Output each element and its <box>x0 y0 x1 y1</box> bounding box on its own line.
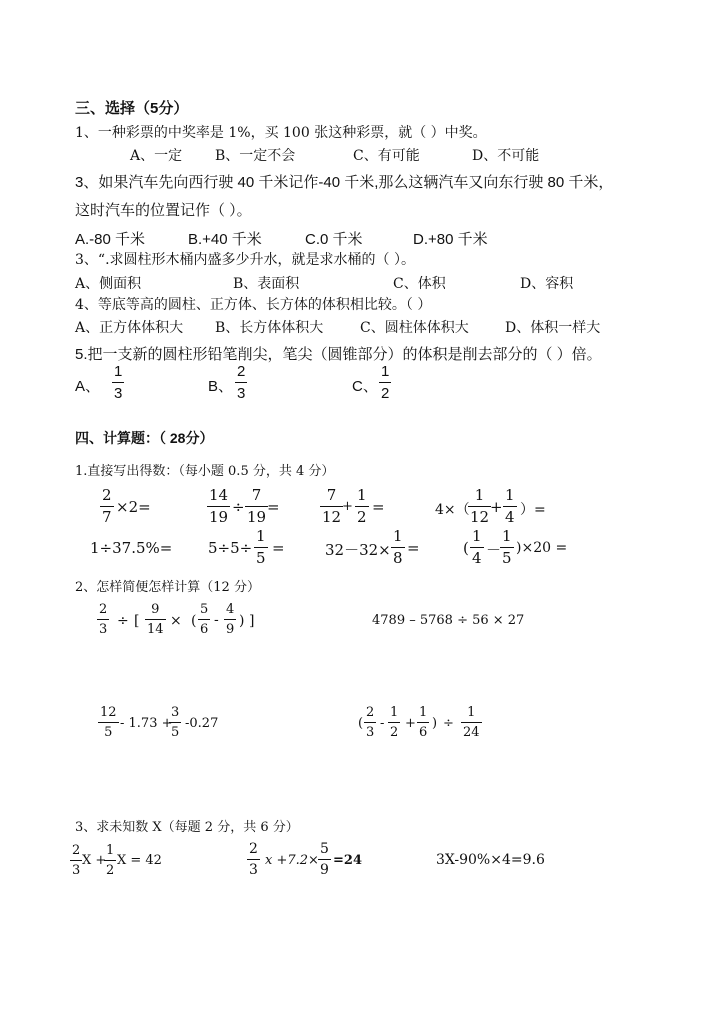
p2e4-op2: + <box>405 716 416 731</box>
calc-part1-heading: 1.直接写出得数：（每小题 0.5 分，共 4 分） <box>75 464 335 479</box>
p2e1-fraction-2: 9 14 <box>147 602 164 637</box>
r2e2-eq: = <box>272 539 285 557</box>
section-title-choice: 三、选择（5分） <box>75 100 189 117</box>
p2e4-op3: ÷ <box>443 716 454 731</box>
r2e3-fraction: 1 8 <box>393 527 403 567</box>
p2e3-tail: -0.27 <box>185 716 219 731</box>
p2e4-op1: - <box>380 716 385 731</box>
p2e1-fraction-4: 4 9 <box>226 602 235 637</box>
r1e4-pre: 4×（ <box>435 502 470 518</box>
p2e4-fraction-2: 1 2 <box>390 705 399 740</box>
p3e2-mid: x +7.2× <box>265 853 319 868</box>
r1e3-fraction-2: 1 2 <box>357 486 367 526</box>
p3e3: 3X-90%×4=9.6 <box>436 852 545 868</box>
r1e3-eq: = <box>372 498 385 516</box>
q3-option-a: A、侧面积 <box>75 276 142 292</box>
q2-option-d: D.+80 千米 <box>413 231 488 248</box>
calc-part2-heading: 2、怎样简便怎样计算（12 分） <box>75 580 260 595</box>
r2e4-fraction-2: 1 5 <box>502 527 512 567</box>
p3e1-fraction-2: 1 2 <box>106 843 115 878</box>
q1-option-c: C、有可能 <box>353 148 420 164</box>
question-1: 1、一种彩票的中奖率是 1%，买 100 张这种彩票，就（ ）中奖。 <box>75 125 487 141</box>
section-title-calc: 四、计算题：（ 28分） <box>75 430 214 446</box>
p2e3-fraction-1: 12 5 <box>100 705 117 740</box>
r2e2-pre: 5÷5÷ <box>208 539 253 557</box>
p2e2: 4789 – 5768 ÷ 56 × 27 <box>372 613 525 628</box>
q4-option-c: C、圆柱体体积大 <box>360 320 469 336</box>
r1e4-fraction-1: 1 12 <box>470 486 490 526</box>
q5-option-a-label: A、 <box>75 378 101 395</box>
q2-option-c: C.0 千米 <box>305 231 363 248</box>
calc-part3-heading: 3、求未知数 X（每题 2 分，共 6 分） <box>75 820 299 835</box>
p2e4-fraction-1: 2 3 <box>366 705 375 740</box>
p2e4-fraction-3: 1 6 <box>419 705 428 740</box>
q5-option-a-fraction: 1 3 <box>114 363 123 402</box>
question-3: 3、“.求圆柱形木桶内盛多少升水，就是求水桶的（ ）。 <box>75 252 415 268</box>
r2e1: 1÷37.5%= <box>90 539 173 557</box>
r1e3-fraction-1: 7 12 <box>322 486 342 526</box>
r2e4-pre: ( <box>463 539 469 557</box>
q5-option-c-fraction: 1 2 <box>381 363 390 402</box>
question-4: 4、等底等高的圆柱、正方体、长方体的体积相比较。（ ） <box>75 297 432 313</box>
p2e3-fraction-2: 3 5 <box>171 705 180 740</box>
q3-option-b: B、表面积 <box>233 276 300 292</box>
p2e4-paren-left: ( <box>358 716 364 731</box>
question-2-line1: 3、如果汽车先向西行驶 40 千米记作-40 千米,那么这辆汽车又向东行驶 80 千米， <box>75 174 614 191</box>
r2e4-op: － <box>486 541 502 559</box>
q3-option-c: C、体积 <box>393 276 446 292</box>
q4-option-d: D、体积一样大 <box>505 320 601 336</box>
q1-option-d: D、不可能 <box>472 148 540 164</box>
p3e2-fraction-2: 5 9 <box>320 841 329 878</box>
p2e1-fraction-1: 2 3 <box>99 602 108 637</box>
q5-option-b-fraction: 2 3 <box>237 363 246 402</box>
q4-option-a: A、正方体体积大 <box>75 320 184 336</box>
p3e1-fraction-1: 2 3 <box>72 843 81 878</box>
q1-option-a: A、一定 <box>130 148 183 164</box>
p2e4-paren-right: ) <box>432 716 438 731</box>
p3e1-tail: X = 42 <box>117 853 162 868</box>
r1e2-eq: = <box>267 498 280 516</box>
p3e2-tail: =24 <box>333 853 362 868</box>
r1e1-tail: ×2= <box>116 498 151 516</box>
r1e4-fraction-2: 1 4 <box>505 486 515 526</box>
p3e2-fraction-1: 2 3 <box>249 841 258 878</box>
p3e1-mid: X + <box>82 853 107 868</box>
question-2-line2: 这时汽车的位置记作（ ）。 <box>75 202 252 219</box>
p2e4-fraction-4: 1 24 <box>463 705 480 740</box>
r1e1-fraction: 2 7 <box>102 486 112 526</box>
p2e1-paren-right: ) <box>239 613 245 629</box>
q2-option-a: A.-80 千米 <box>75 231 146 248</box>
r2e4-fraction-1: 1 4 <box>472 527 482 567</box>
p2e1-op1: ÷ <box>117 613 129 629</box>
p2e1-paren-left: ( <box>191 613 197 629</box>
p2e1-fraction-3: 5 6 <box>200 602 209 637</box>
q2-option-b: B.+40 千米 <box>188 231 262 248</box>
r1e3-op: + <box>342 499 353 514</box>
r1e4-op: + <box>490 498 503 516</box>
q5-option-c-label: C、 <box>352 378 378 395</box>
r2e3-pre: 32－32× <box>325 541 391 559</box>
q3-option-d: D、容积 <box>520 276 574 292</box>
q5-option-b-label: B、 <box>208 378 234 395</box>
p2e1-bracket-right: ] <box>249 613 255 629</box>
r2e4-post: )×20 = <box>516 540 568 556</box>
p2e3-mid: - 1.73 + <box>120 716 173 731</box>
r2e2-fraction: 1 5 <box>256 527 266 567</box>
p2e1-op3: - <box>214 612 219 628</box>
r1e2-fraction-1: 14 19 <box>209 486 229 526</box>
q4-option-b: B、长方体体积大 <box>215 320 324 336</box>
r1e2-fraction-2: 7 19 <box>247 486 267 526</box>
p2e1-bracket-left: [ <box>134 613 140 629</box>
q1-option-b: B、一定不会 <box>215 148 296 164</box>
p2e1-op2: × <box>170 613 182 629</box>
r2e3-eq: = <box>407 539 420 557</box>
question-5: 5.把一支新的圆柱形铅笔削尖，笔尖（圆锥部分）的体积是削去部分的（ ）倍。 <box>75 346 602 363</box>
r1e2-op: ÷ <box>232 498 245 516</box>
r1e4-post: ）= <box>520 502 546 518</box>
